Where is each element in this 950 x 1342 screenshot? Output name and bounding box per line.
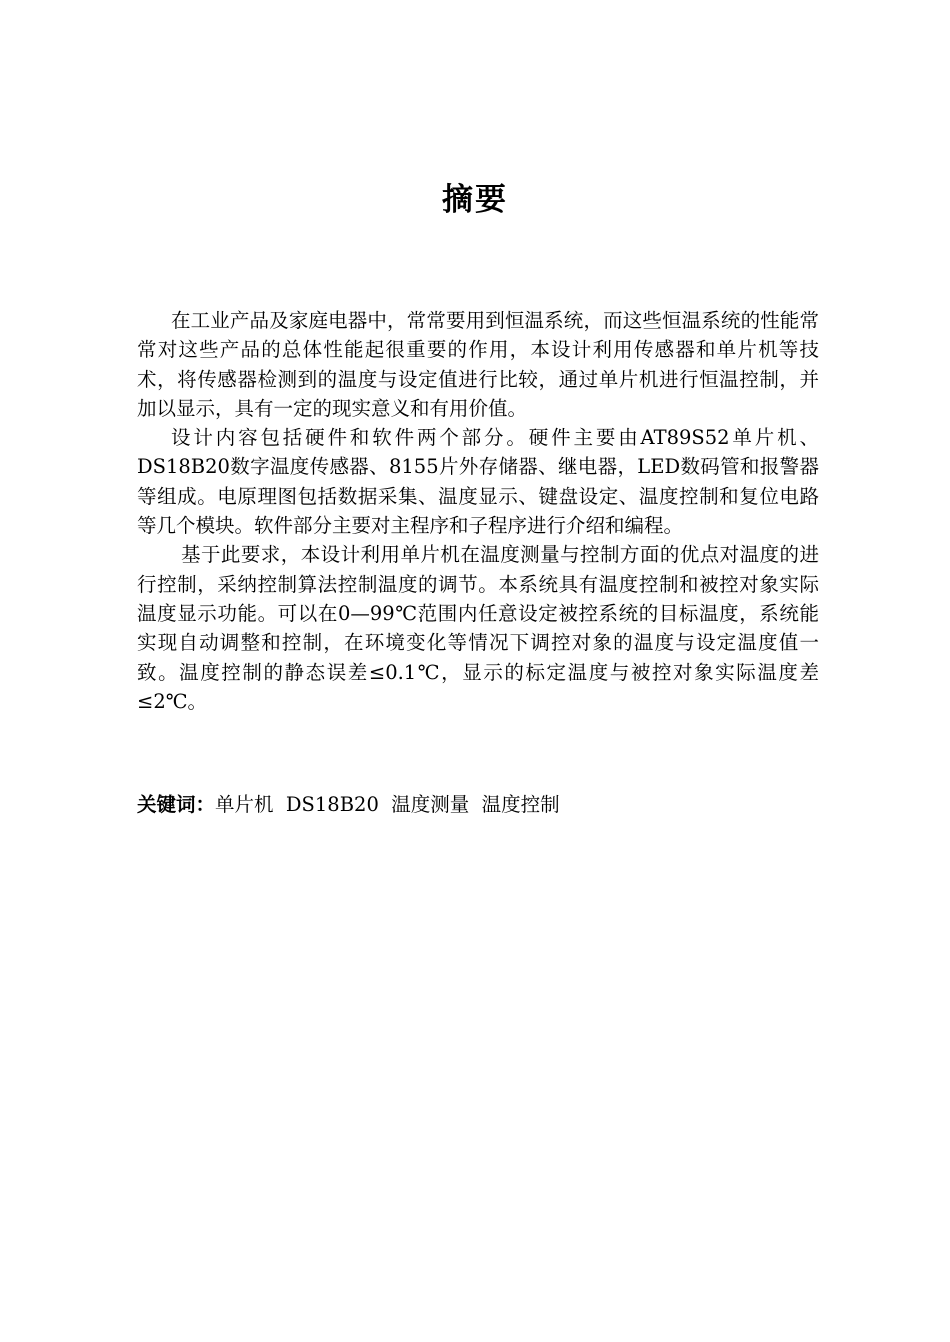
abstract-paragraph-1: 在工业产品及家庭电器中，常常要用到恒温系统，而这些恒温系统的性能常常对这些产品的总体性能起很重要的作用，本设计利用传感器和单片机等技术，将传感器检测到的温度与设定值进行比较，通过单片机进行恒温控制，并加以显示，具有一定的现实意义和有用价值。 (137, 309, 819, 420)
keywords-label: 关键词： (137, 793, 216, 816)
keywords-line (137, 790, 819, 819)
keywords-items: 单片机 DS18B20 温度测量 温度控制 (215, 793, 560, 816)
abstract-paragraph-2: 设计内容包括硬件和软件两个部分。硬件主要由AT89S52单片机、DS18B20数字温度传感器、8155片外存储器、继电器，LED数码管和报警器等组成。电原理图包括数据采集、温度显示、键盘设定、温度控制和复位电路等几个模块。软件部分主要对主程序和子程序进行介绍和编程。 (137, 426, 819, 538)
abstract-body (137, 306, 819, 716)
page-title: 摘要 (442, 182, 508, 218)
abstract-paragraph-3: 基于此要求，本设计利用单片机在温度测量与控制方面的优点对温度的进行控制，采纳控制算法控制温度的调节。本系统具有温度控制和被控对象实际温度显示功能。可以在0—99℃范围内任意设定被控系统的目标温度，系统能实现自动调整和控制，在环境变化等情况下调控对象的温度与设定温度值一致。温度控制的静态误差≤0.1℃，显示的标定温度与被控对象实际温度差≤2℃。 (137, 543, 819, 713)
